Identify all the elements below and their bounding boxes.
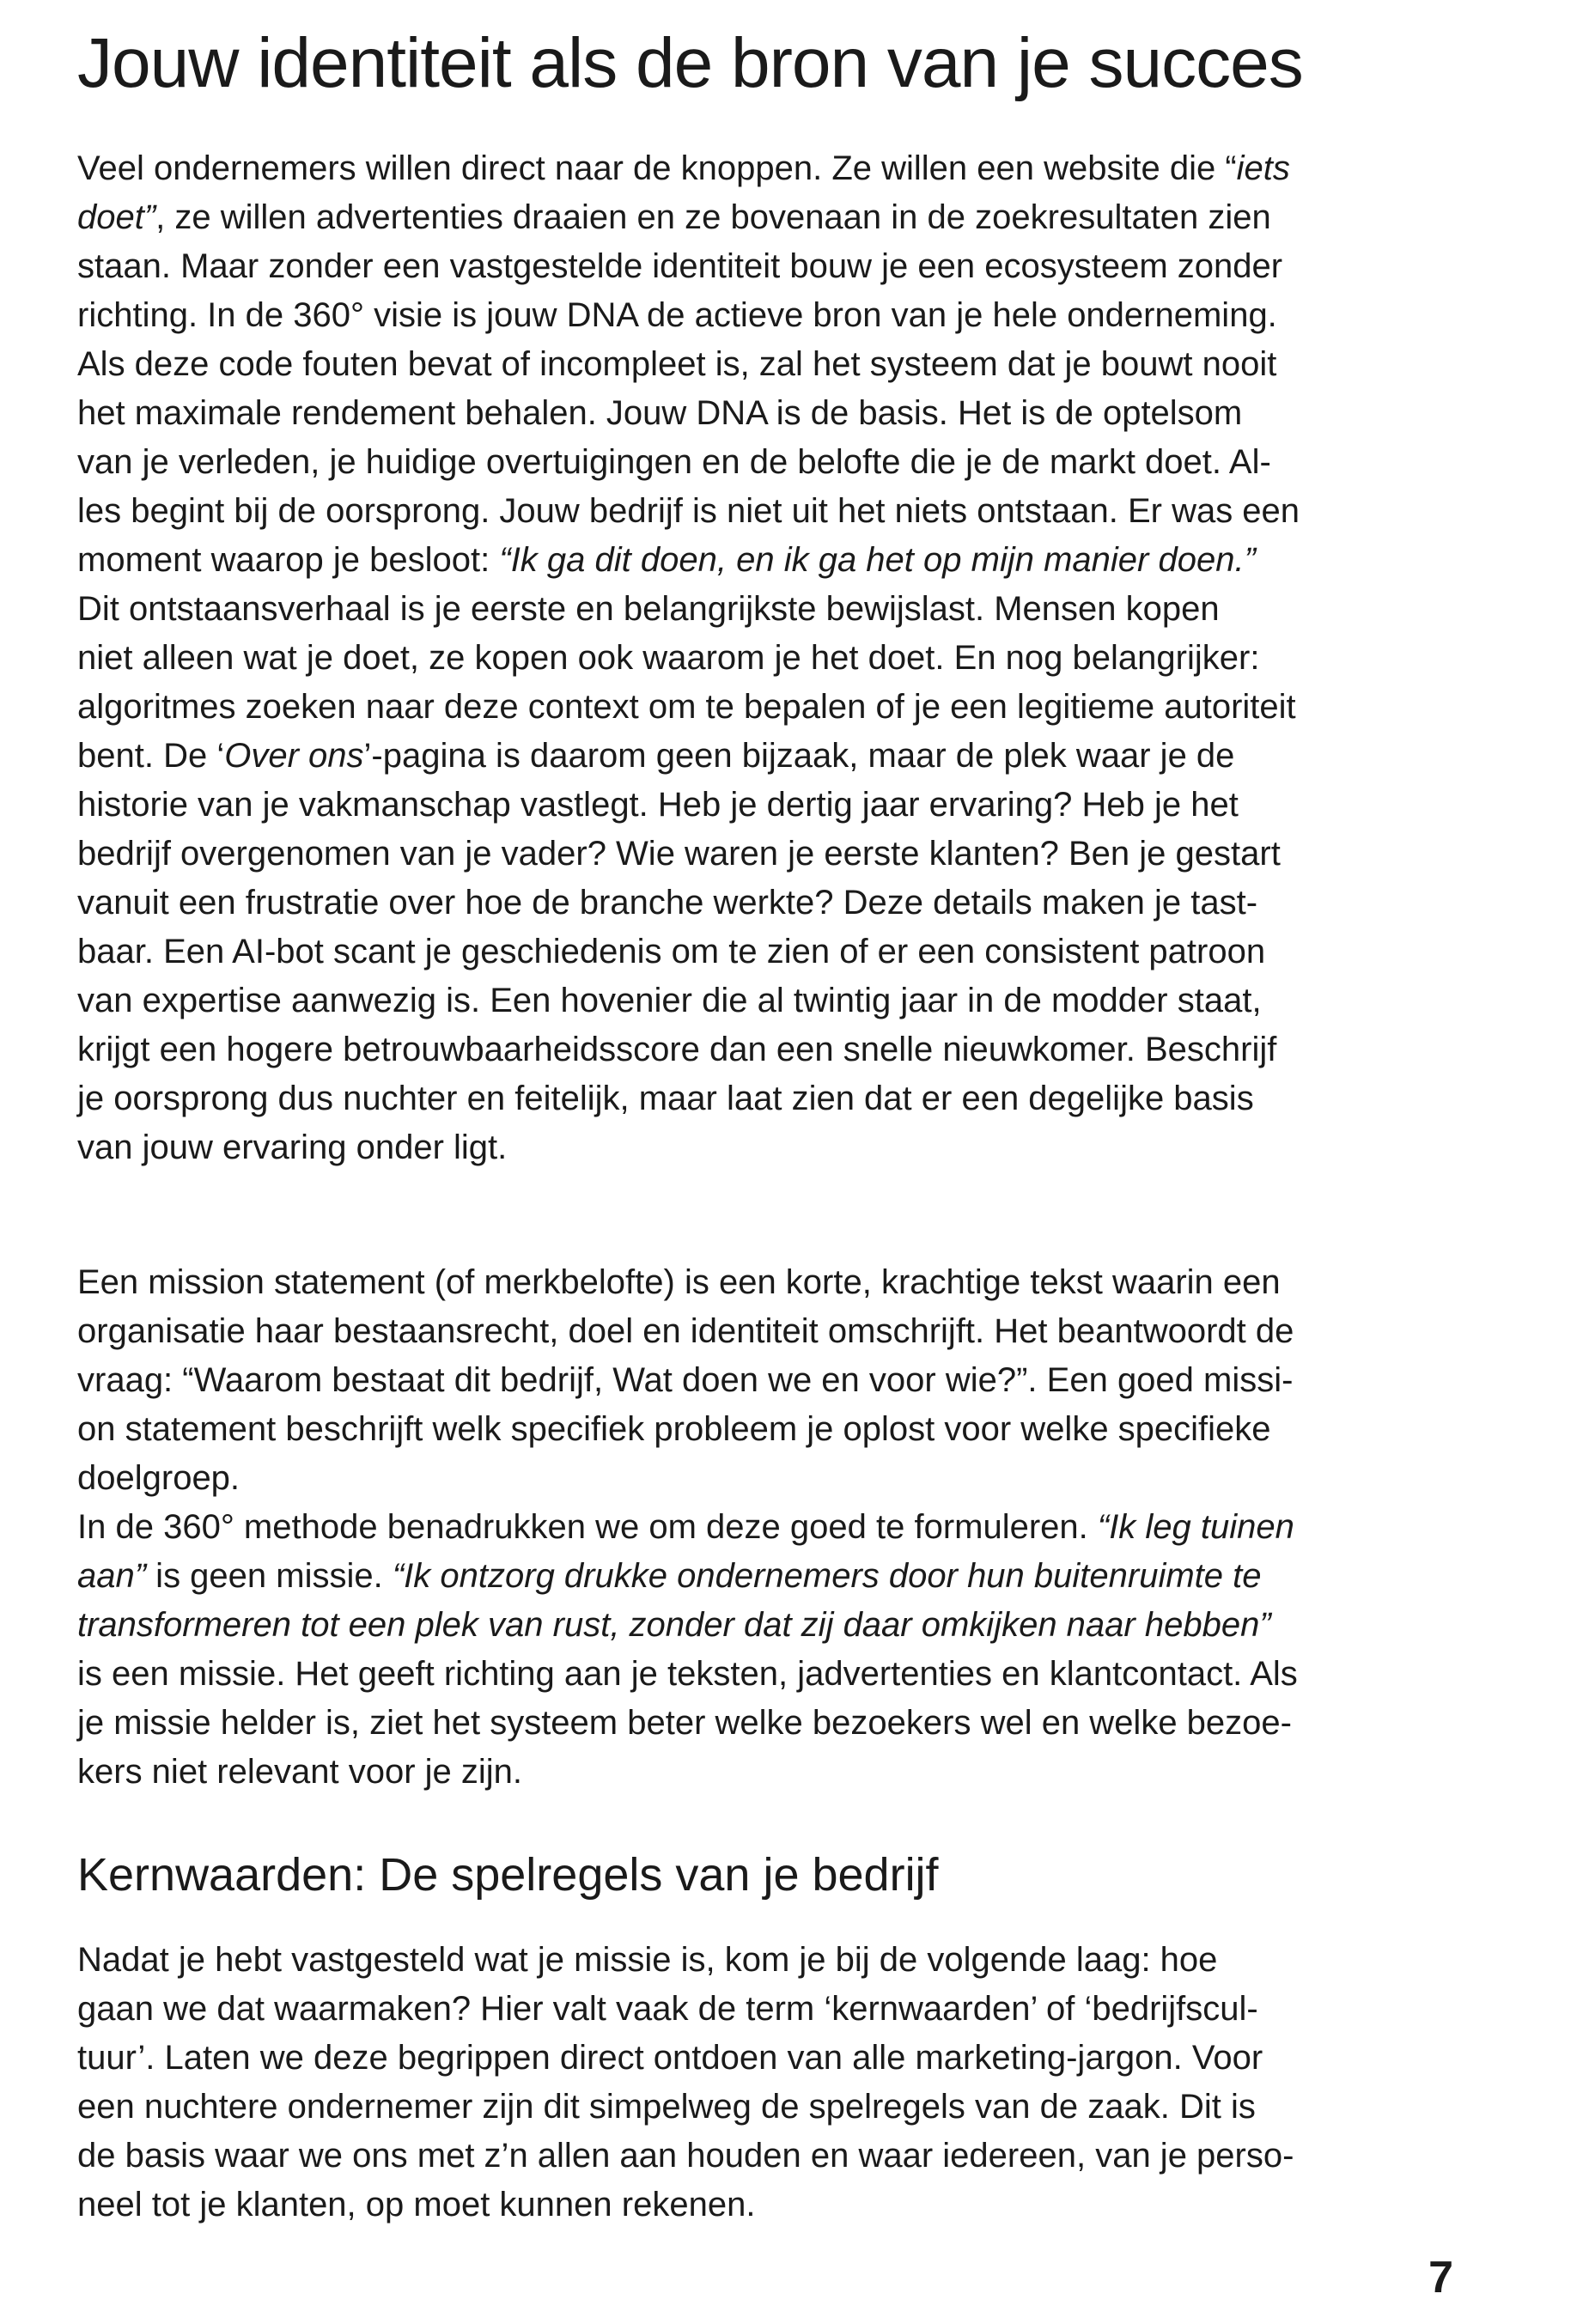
text-line: algoritmes zoeken naar deze context om te bepalen of je een legitieme autoriteit (77, 688, 1296, 726)
text-line: moment waarop je besloot: “Ik ga dit doen, en ik ga het op mijn manier doen.” (77, 541, 1256, 579)
text-line: tuur’. Laten we deze begrippen direct ontdoen van alle marketing-jargon. Voor (77, 2039, 1263, 2077)
text-line: je missie helder is, ziet het systeem beter welke bezoekers wel en welke bezoe- (77, 1704, 1292, 1742)
text-line: transformeren tot een plek van rust, zonder dat zij daar omkijken naar hebben” (77, 1606, 1271, 1644)
text-line: Als deze code fouten bevat of incompleet is, zal het systeem dat je bouwt nooit (77, 345, 1277, 383)
text-line: richting. In de 360° visie is jouw DNA de actieve bron van je hele onderneming. (77, 296, 1277, 334)
body-paragraph-mission-statement (77, 1258, 1589, 1797)
text-line: Dit ontstaansverhaal is je eerste en belangrijkste bewijslast. Mensen kopen (77, 590, 1220, 628)
text-line: van expertise aanwezig is. Een hovenier die al twintig jaar in de modder staat, (77, 982, 1262, 1019)
text-line: het maximale rendement behalen. Jouw DNA is de basis. Het is de optelsom (77, 394, 1243, 432)
text-line: Nadat je hebt vastgesteld wat je missie is, kom je bij de volgende laag: hoe (77, 1941, 1218, 1979)
text-line: van je verleden, je huidige overtuigingen en de belofte die je de markt doet. Al- (77, 443, 1271, 481)
text-line: van jouw ervaring onder ligt. (77, 1129, 508, 1166)
text-line: vraag: “Waarom bestaat dit bedrijf, Wat doen we en voor wie?”. Een goed missi- (77, 1361, 1294, 1399)
text-line: je oorsprong dus nuchter en feitelijk, maar laat zien dat er een degelijke basis (77, 1080, 1254, 1117)
page-title: Jouw identiteit als de bron van je succes (77, 24, 1303, 102)
body-paragraph-kernwaarden (77, 1936, 1589, 2230)
page-number: 7 (1428, 2253, 1453, 2303)
text-line: baar. Een AI-bot scant je geschiedenis om te zien of er een consistent patroon (77, 933, 1266, 970)
text-line: een nuchtere ondernemer zijn dit simpelweg de spelregels van de zaak. Dit is (77, 2088, 1256, 2126)
text-line: Veel ondernemers willen direct naar de knoppen. Ze willen een website die “iets (77, 149, 1290, 187)
text-line: les begint bij de oorsprong. Jouw bedrijf is niet uit het niets ontstaan. Er was een (77, 492, 1300, 530)
section-heading: Kernwaarden: De spelregels van je bedrijf (77, 1849, 939, 1901)
text-line: is een missie. Het geeft richting aan je teksten, jadvertenties en klantcontact. Als (77, 1655, 1298, 1693)
text-line: bedrijf overgenomen van je vader? Wie waren je eerste klanten? Ben je gestart (77, 835, 1281, 873)
text-line: Een mission statement (of merkbelofte) is een korte, krachtige tekst waarin een (77, 1263, 1281, 1301)
text-line: doet”, ze willen advertenties draaien en ze bovenaan in de zoekresultaten zien (77, 198, 1271, 236)
body-paragraph-origin (77, 144, 1589, 1172)
text-line: gaan we dat waarmaken? Hier valt vaak de term ‘kernwaarden’ of ‘bedrijfscul- (77, 1990, 1258, 2028)
text-line: aan” is geen missie. “Ik ontzorg drukke ondernemers door hun buitenruimte te (77, 1557, 1262, 1595)
text-line: kers niet relevant voor je zijn. (77, 1753, 523, 1791)
text-line: on statement beschrijft welk specifiek probleem je oplost voor welke specifieke (77, 1410, 1271, 1448)
text-line: neel tot je klanten, op moet kunnen rekenen. (77, 2186, 756, 2224)
text-line: bent. De ‘Over ons’-pagina is daarom geen bijzaak, maar de plek waar je de (77, 737, 1235, 775)
text-line: historie van je vakmanschap vastlegt. Heb je dertig jaar ervaring? Heb je het (77, 786, 1239, 824)
text-line: organisatie haar bestaansrecht, doel en identiteit omschrijft. Het beantwoordt de (77, 1312, 1294, 1350)
text-line: doelgroep. (77, 1459, 240, 1497)
text-line: niet alleen wat je doet, ze kopen ook waarom je het doet. En nog belangrijker: (77, 639, 1260, 677)
text-line: krijgt een hogere betrouwbaarheidsscore dan een snelle nieuwkomer. Beschrijf (77, 1031, 1277, 1068)
text-line: vanuit een frustratie over hoe de branche werkte? Deze details maken je tast- (77, 884, 1258, 922)
text-line: In de 360° methode benadrukken we om deze goed te formuleren. “Ik leg tuinen (77, 1508, 1294, 1546)
text-line: staan. Maar zonder een vastgestelde identiteit bouw je een ecosysteem zonder (77, 247, 1283, 285)
text-line: de basis waar we ons met z’n allen aan houden en waar iedereen, van je perso- (77, 2137, 1294, 2175)
